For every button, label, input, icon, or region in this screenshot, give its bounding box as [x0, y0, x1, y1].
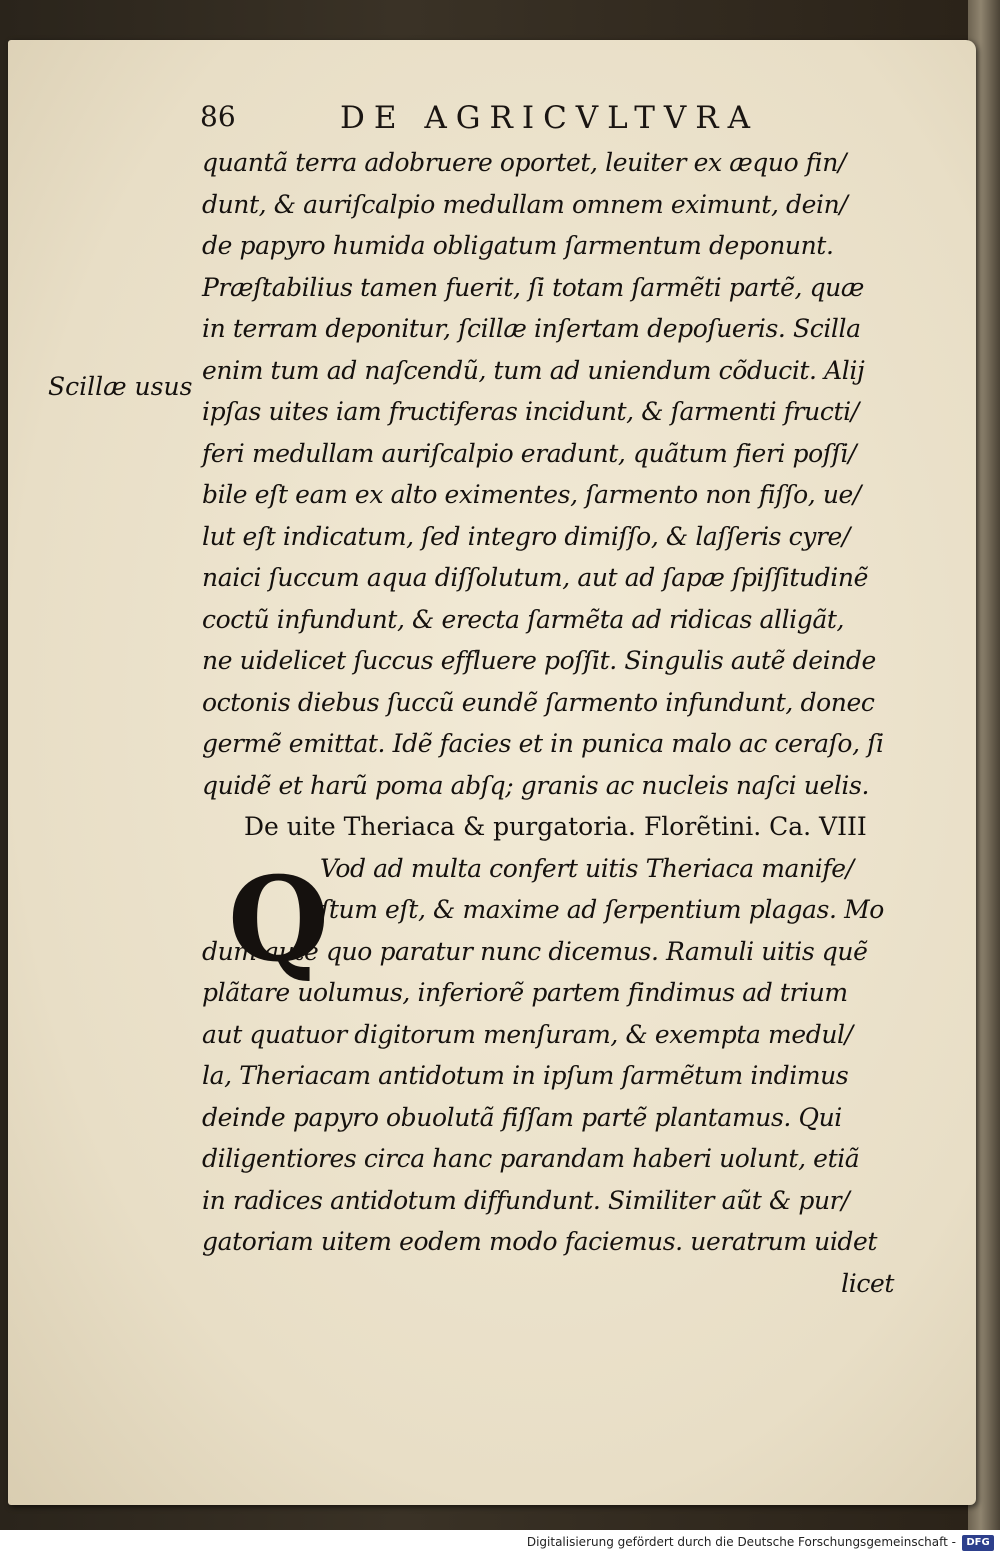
text-line: ne uidelicet ſuccus effluere poſſit. Singulis autẽ deinde	[202, 646, 876, 675]
text-line: gatoriam uitem eodem modo faciemus. ueratrum uidet	[202, 1227, 878, 1256]
text-line: feri medullam auriſcalpio eradunt, quãtum fieri poſſi/	[202, 438, 857, 468]
running-head: DE AGRICVLTVRA	[340, 100, 760, 136]
text-line: deinde papyro obuolutã fiſſam partẽ plantamus. Qui	[202, 1102, 842, 1132]
chapter-title: De uite Theriaca & purgatoria. Florẽtini. Ca. VIII	[244, 812, 867, 841]
text-line: octonis diebus ſuccũ eundẽ ſarmento infundunt, donec	[202, 687, 875, 717]
text-line: germẽ emittat. Idẽ facies et in punica malo ac ceraſo, ſi	[202, 729, 884, 758]
text-line: naici ſuccum aqua diſſolutum, aut ad ſapæ ſpiſſitudinẽ	[202, 563, 868, 592]
text-line: in terram deponitur, ſcillæ inſertam depoſueris. Scilla	[202, 314, 861, 343]
dfg-logo-icon: DFG	[962, 1535, 994, 1551]
marginal-note: Scillæ usus	[48, 372, 193, 401]
text-line: in radices antidotum diffundunt. Similiter aũt & pur/	[202, 1185, 850, 1215]
text-line: quidẽ et harũ poma abſq; granis ac nucleis naſci uelis.	[202, 770, 870, 800]
text-line: Præſtabilius tamen fuerit, ſi totam ſarmẽti partẽ, quæ	[202, 272, 864, 302]
text-line: la, Theriacam antidotum in ipſum ſarmẽtum indimus	[202, 1061, 849, 1090]
text-line: de papyro humida obligatum ſarmentum deponunt.	[202, 231, 834, 260]
page-number: 86	[200, 100, 236, 133]
text-line: ipſas uites iam fructiferas incidunt, & ſarmenti fructi/	[202, 397, 859, 426]
text-line: lut eſt indicatum, ſed integro dimiſſo, & laſſeris cyre/	[202, 521, 850, 551]
catchword: licet	[841, 1268, 894, 1298]
page-header	[200, 100, 820, 140]
text-line: bile eſt eam ex alto eximentes, ſarmento non fiſſo, ue/	[202, 480, 861, 509]
text-line: diligentiores circa hanc parandam haberi uolunt, etiã	[202, 1144, 860, 1173]
footer-bar	[0, 1530, 1000, 1558]
text-line: enim tum ad naſcendũ, tum ad uniendum cõducit. Alij	[202, 355, 865, 385]
text-line: Vod ad multa confert uitis Theriaca manife/	[320, 853, 854, 883]
text-line: dum autẽ quo paratur nunc dicemus. Ramuli uitis quẽ	[202, 936, 868, 966]
text-line: quantã terra adobruere oportet, leuiter ex æquo fin/	[202, 148, 846, 177]
text-line: dunt, & auriſcalpio medullam omnem eximunt, dein/	[202, 189, 848, 219]
text-line: aut quatuor digitorum menſuram, & exempta medul/	[202, 1019, 853, 1049]
text-line: ſtum eſt, & maxime ad ſerpentium plagas. Mo	[320, 895, 884, 924]
drop-initial: Q	[228, 852, 330, 988]
body-text	[202, 142, 902, 1304]
text-line: coctũ infundunt, & erecta ſarmẽta ad ridicas alligãt,	[202, 604, 845, 634]
funding-credit: Digitalisierung gefördert durch die Deutsche Forschungsgemeinschaft -	[526, 1535, 956, 1549]
text-line: plãtare uolumus, inferiorẽ partem findimus ad trium	[202, 978, 848, 1007]
